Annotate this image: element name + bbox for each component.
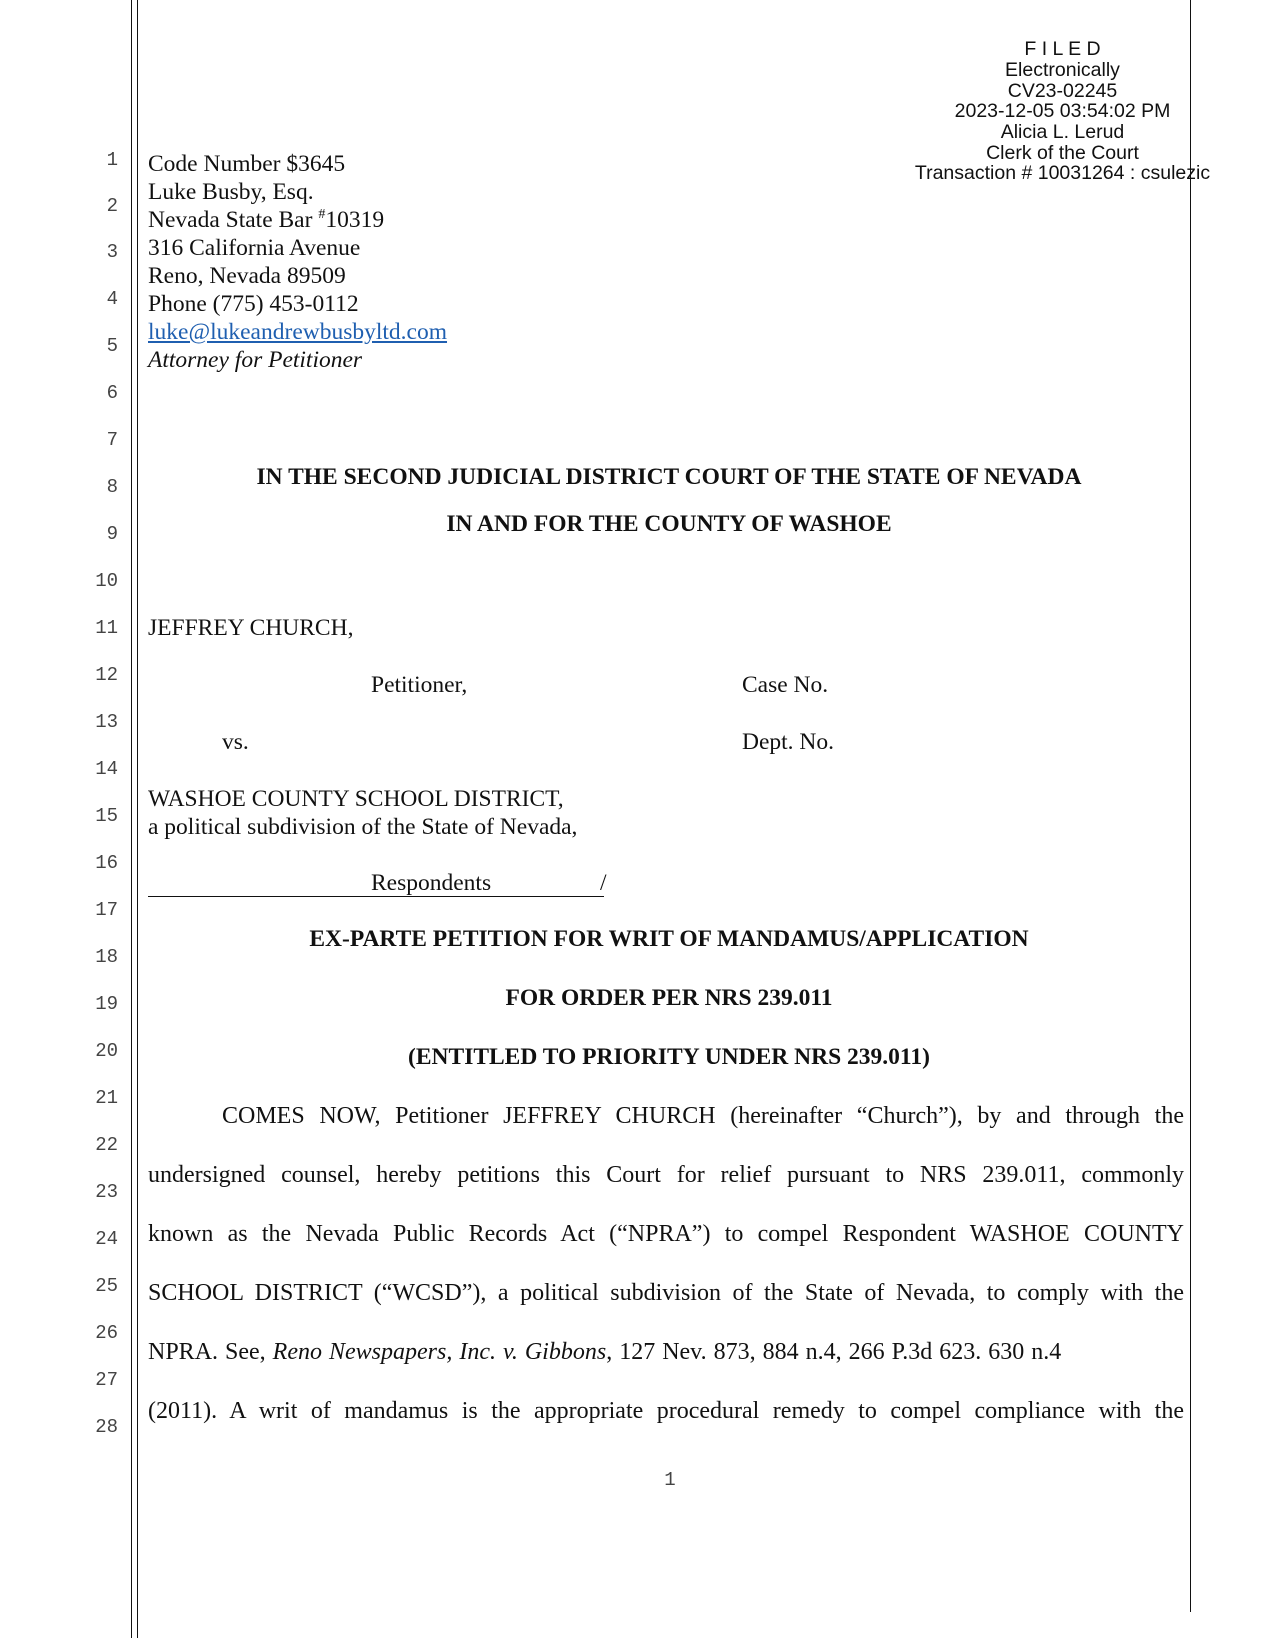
line-number: 19: [95, 993, 118, 1015]
line-number: 3: [106, 241, 118, 263]
line-number: 24: [95, 1228, 118, 1250]
line-number: 28: [95, 1416, 118, 1438]
line-number: 14: [95, 758, 118, 780]
body-line: SCHOOL DISTRICT (“WCSD”), a political subdivision of the State of Nevada, to comply with the: [148, 1280, 1184, 1306]
body-line: [148, 1338, 1184, 1366]
court-heading-line2: IN AND FOR THE COUNTY OF WASHOE: [446, 511, 892, 537]
line-number: 17: [95, 899, 118, 921]
caption-slash: /: [600, 870, 607, 896]
line-number: 6: [106, 382, 118, 404]
case-no-label: Case No.: [742, 672, 829, 698]
title-line3: (ENTITLED TO PRIORITY UNDER NRS 239.011): [408, 1044, 930, 1070]
email-link[interactable]: luke@lukeandrewbusbyltd.com: [148, 319, 448, 345]
right-margin-rule: [1190, 0, 1191, 1612]
body-line: undersigned counsel, hereby petitions this Court for relief pursuant to NRS 239.011, commonly: [148, 1162, 1184, 1188]
line-number: 11: [95, 617, 118, 639]
dept-no-label: Dept. No.: [742, 729, 835, 755]
petitioner-name: JEFFREY CHURCH,: [148, 615, 354, 641]
line-number: 27: [95, 1369, 118, 1391]
line-number: 4: [106, 288, 118, 310]
line-number: 10: [95, 570, 118, 592]
left-margin-rule-outer: [131, 0, 132, 1638]
stamp-clerk-name: Alicia L. Lerud: [1000, 121, 1125, 143]
line-number: 22: [95, 1134, 118, 1156]
street-address: 316 California Avenue: [148, 235, 361, 261]
line-number: 18: [95, 946, 118, 968]
title-line1: EX-PARTE PETITION FOR WRIT OF MANDAMUS/APPLICATION: [309, 926, 1029, 952]
bar-prefix: Nevada State Bar: [148, 207, 319, 233]
body-text: , 127 Nev. 873, 884 n.4, 266 P.3d 623. 630 n.4: [606, 1339, 1062, 1365]
phone: Phone (775) 453-0112: [148, 291, 359, 317]
body-text: NPRA. See,: [148, 1339, 273, 1365]
bar-number: 10319: [325, 207, 385, 233]
caption-underline: [148, 896, 604, 897]
case-citation: Reno Newspapers, Inc. v. Gibbons: [272, 1339, 607, 1365]
body-line: COMES NOW, Petitioner JEFFREY CHURCH (hereinafter “Church”), by and through the: [222, 1103, 1184, 1129]
stamp-transaction: Transaction # 10031264 : csulezic: [914, 162, 1211, 184]
petitioner-label: Petitioner,: [371, 672, 468, 698]
stamp-filed: F I L E D: [1024, 38, 1101, 60]
line-number: 9: [106, 523, 118, 545]
body-line: known as the Nevada Public Records Act (“NPRA”) to compel Respondent WASHOE COUNTY: [148, 1221, 1184, 1247]
stamp-datetime: 2023-12-05 03:54:02 PM: [954, 100, 1171, 122]
title-line2: FOR ORDER PER NRS 239.011: [505, 985, 833, 1011]
line-number: 8: [106, 476, 118, 498]
line-number: 25: [95, 1275, 118, 1297]
line-number: 16: [95, 852, 118, 874]
city-address: Reno, Nevada 89509: [148, 263, 346, 289]
stamp-clerk-title: Clerk of the Court: [986, 142, 1139, 164]
body-line: (2011). A writ of mandamus is the appropriate procedural remedy to compel compliance with the: [148, 1398, 1184, 1424]
bar-sup: #: [318, 207, 326, 222]
respondents-label: Respondents: [371, 870, 492, 896]
line-number: 12: [95, 664, 118, 686]
court-heading-line1: IN THE SECOND JUDICIAL DISTRICT COURT OF THE STATE OF NEVADA: [256, 464, 1082, 490]
line-number: 20: [95, 1040, 118, 1062]
left-margin-rule-inner: [137, 0, 138, 1638]
page-number: 1: [664, 1469, 676, 1491]
vs-label: vs.: [222, 729, 249, 755]
line-number: 23: [95, 1181, 118, 1203]
line-number: 13: [95, 711, 118, 733]
line-number: 26: [95, 1322, 118, 1344]
bar-number-line: [148, 206, 384, 234]
line-number: 21: [95, 1087, 118, 1109]
code-number: Code Number $3645: [148, 151, 346, 177]
line-number: 7: [106, 429, 118, 451]
line-number: 5: [106, 335, 118, 357]
line-number: 1: [106, 149, 118, 171]
line-number: 2: [106, 195, 118, 217]
stamp-case-number: CV23-02245: [1007, 80, 1118, 102]
stamp-electronically: Electronically: [1005, 59, 1120, 81]
respondent-name: WASHOE COUNTY SCHOOL DISTRICT,: [148, 786, 564, 812]
attorney-role: Attorney for Petitioner: [148, 347, 363, 373]
respondent-description: a political subdivision of the State of Nevada,: [148, 814, 578, 840]
line-number: 15: [95, 805, 118, 827]
attorney-name: Luke Busby, Esq.: [148, 179, 314, 205]
